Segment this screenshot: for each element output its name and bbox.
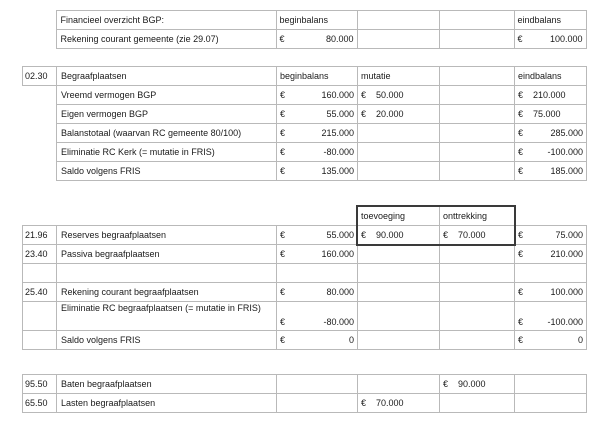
row-label: Saldo volgens FRIS bbox=[57, 331, 277, 350]
cell-end bbox=[515, 375, 587, 394]
table-row bbox=[23, 124, 587, 143]
row-label: Baten begraafplaatsen bbox=[57, 375, 277, 394]
header-toevoeging: toevoeging bbox=[358, 207, 440, 226]
cell-toevoeging bbox=[358, 394, 440, 413]
amount: -80.000 bbox=[323, 146, 354, 157]
currency-value bbox=[518, 34, 583, 45]
amount: 285.000 bbox=[550, 127, 583, 138]
cell-end bbox=[515, 283, 587, 302]
header-onttrekking: onttrekking bbox=[440, 207, 515, 226]
cell-end bbox=[515, 264, 587, 283]
cell-toevoeging bbox=[358, 302, 440, 331]
cell-mutatie bbox=[358, 124, 440, 143]
row-label: Balanstotaal (waarvan RC gemeente 80/100) bbox=[57, 124, 277, 143]
cell-end bbox=[515, 245, 587, 264]
cell-begin bbox=[277, 394, 358, 413]
currency-value bbox=[361, 398, 436, 409]
euro-sign: € bbox=[280, 127, 286, 138]
euro-sign: € bbox=[361, 89, 367, 100]
cell-mutatie bbox=[358, 143, 440, 162]
account-code: 21.96 bbox=[23, 226, 57, 245]
euro-sign: € bbox=[280, 108, 286, 119]
table-row bbox=[23, 67, 587, 86]
currency-value bbox=[280, 147, 354, 158]
account-code bbox=[23, 264, 57, 283]
currency-value bbox=[280, 109, 354, 120]
cell-begin bbox=[277, 226, 358, 245]
amount: 0 bbox=[577, 334, 583, 345]
cell-begin bbox=[277, 86, 358, 105]
amount: 0 bbox=[348, 334, 354, 345]
table-row bbox=[23, 394, 587, 413]
amount: -80.000 bbox=[323, 317, 354, 327]
table-overview-bgp bbox=[22, 10, 587, 49]
cell-end bbox=[515, 105, 587, 124]
row-label: Eliminatie RC begraafplaatsen (= mutatie in FRIS) bbox=[57, 302, 277, 331]
euro-sign: € bbox=[518, 248, 524, 259]
cell-begin bbox=[277, 105, 358, 124]
cell-mutatie bbox=[358, 105, 440, 124]
cell-onttrekking bbox=[440, 375, 515, 394]
amount: 80.000 bbox=[325, 33, 354, 44]
cell-begin bbox=[277, 331, 358, 350]
table-row bbox=[23, 264, 587, 283]
currency-value bbox=[518, 128, 583, 139]
currency-value bbox=[443, 379, 511, 390]
currency-value bbox=[518, 147, 583, 158]
table-row bbox=[23, 283, 587, 302]
amount: -100.000 bbox=[547, 317, 583, 327]
currency-value bbox=[518, 230, 583, 241]
amount: 90.000 bbox=[458, 378, 486, 389]
account-code: 25.40 bbox=[23, 283, 57, 302]
euro-sign: € bbox=[280, 146, 286, 157]
header-beginbalans: beginbalans bbox=[277, 67, 358, 86]
cell-mutatie bbox=[358, 86, 440, 105]
currency-value bbox=[280, 90, 354, 101]
euro-sign: € bbox=[361, 108, 367, 119]
currency-value bbox=[361, 109, 436, 120]
euro-sign: € bbox=[518, 146, 524, 157]
cell-toevoeging bbox=[358, 283, 440, 302]
cell-toevoeging bbox=[358, 375, 440, 394]
euro-sign: € bbox=[361, 397, 367, 408]
cell-begin bbox=[277, 283, 358, 302]
mutation-highlight-box bbox=[356, 205, 516, 246]
cell-begin bbox=[276, 30, 357, 49]
euro-sign: € bbox=[279, 33, 285, 44]
table-row bbox=[23, 143, 587, 162]
amount: 185.000 bbox=[550, 165, 583, 176]
table-row bbox=[23, 245, 587, 264]
cell-end bbox=[515, 124, 587, 143]
euro-sign: € bbox=[518, 127, 524, 138]
currency-value bbox=[280, 287, 354, 298]
row-label: Saldo volgens FRIS bbox=[57, 162, 277, 181]
currency-value bbox=[518, 287, 583, 298]
account-code: 02.30 bbox=[23, 67, 57, 86]
euro-sign: € bbox=[280, 165, 286, 176]
table-row bbox=[22, 11, 586, 30]
euro-sign: € bbox=[518, 108, 524, 119]
section-title: Begraafplaatsen bbox=[57, 67, 277, 86]
account-code bbox=[23, 331, 57, 350]
amount: 70.000 bbox=[376, 397, 404, 408]
currency-value bbox=[518, 335, 583, 346]
header-mutatie: mutatie bbox=[358, 67, 440, 86]
cell-toevoeging bbox=[358, 245, 440, 264]
euro-sign: € bbox=[280, 286, 286, 297]
euro-sign: € bbox=[443, 229, 449, 240]
table-row bbox=[23, 162, 587, 181]
currency-value bbox=[280, 128, 354, 139]
currency-value bbox=[280, 249, 354, 260]
account-code: 95.50 bbox=[23, 375, 57, 394]
account-code bbox=[23, 302, 57, 331]
cell-onttrekking bbox=[440, 245, 515, 264]
account-code: 65.50 bbox=[23, 394, 57, 413]
cell-end bbox=[515, 226, 587, 245]
euro-sign: € bbox=[518, 165, 524, 176]
currency-value bbox=[280, 317, 354, 328]
cell-end bbox=[515, 162, 587, 181]
euro-sign: € bbox=[280, 229, 286, 240]
amount: 55.000 bbox=[326, 108, 354, 119]
row-label: Rekening courant begraafplaatsen bbox=[57, 283, 277, 302]
row-label: Eliminatie RC Kerk (= mutatie in FRIS) bbox=[57, 143, 277, 162]
amount: 70.000 bbox=[458, 229, 486, 240]
cell-mutatie bbox=[358, 162, 440, 181]
amount: 210.000 bbox=[550, 248, 583, 259]
amount: 215.000 bbox=[321, 127, 354, 138]
cell-begin bbox=[277, 143, 358, 162]
cell-begin bbox=[277, 264, 358, 283]
currency-value bbox=[280, 335, 354, 346]
amount: 75.000 bbox=[533, 108, 561, 119]
cell-onttrekking bbox=[440, 331, 515, 350]
amount: 80.000 bbox=[326, 286, 354, 297]
row-label: Vreemd vermogen BGP bbox=[57, 86, 277, 105]
amount: 75.000 bbox=[555, 229, 583, 240]
cell-onttrekking bbox=[440, 302, 515, 331]
cell-begin bbox=[277, 124, 358, 143]
cell-end bbox=[514, 30, 586, 49]
table-row bbox=[23, 375, 587, 394]
currency-value bbox=[361, 90, 436, 101]
currency-value bbox=[518, 317, 583, 328]
row-label: Passiva begraafplaatsen bbox=[57, 245, 277, 264]
cell-end bbox=[515, 331, 587, 350]
header-beginbalans: beginbalans bbox=[276, 11, 357, 30]
cell-end bbox=[515, 86, 587, 105]
row-label: Rekening courant gemeente (zie 29.07) bbox=[56, 30, 276, 49]
amount: 20.000 bbox=[376, 108, 404, 119]
euro-sign: € bbox=[361, 229, 367, 240]
row-label: Reserves begraafplaatsen bbox=[57, 226, 277, 245]
header-eindbalans: eindbalans bbox=[514, 11, 586, 30]
cell-begin bbox=[277, 245, 358, 264]
currency-value bbox=[280, 230, 354, 241]
cell-end bbox=[515, 302, 587, 331]
cell-begin bbox=[277, 162, 358, 181]
amount: 100.000 bbox=[550, 286, 583, 297]
currency-value bbox=[518, 109, 583, 120]
account-code: 23.40 bbox=[23, 245, 57, 264]
euro-sign: € bbox=[518, 286, 524, 297]
cell-begin bbox=[277, 302, 358, 331]
cell-begin bbox=[277, 375, 358, 394]
currency-value bbox=[518, 249, 583, 260]
cell-end bbox=[515, 394, 587, 413]
overview-title: Financieel overzicht BGP: bbox=[56, 11, 276, 30]
cell-onttrekking bbox=[440, 394, 515, 413]
cell-onttrekking bbox=[440, 283, 515, 302]
euro-sign: € bbox=[280, 248, 286, 259]
euro-sign: € bbox=[518, 317, 524, 327]
euro-sign: € bbox=[517, 33, 523, 44]
euro-sign: € bbox=[518, 229, 524, 240]
currency-value bbox=[280, 166, 354, 177]
cell-end bbox=[515, 143, 587, 162]
table-row bbox=[23, 86, 587, 105]
cell-toevoeging bbox=[358, 264, 440, 283]
table-row bbox=[22, 30, 586, 49]
euro-sign: € bbox=[280, 89, 286, 100]
table-row bbox=[23, 302, 587, 331]
amount: 135.000 bbox=[321, 165, 354, 176]
header-eindbalans: eindbalans bbox=[515, 67, 587, 86]
euro-sign: € bbox=[518, 89, 524, 100]
row-label bbox=[57, 264, 277, 283]
cell-toevoeging bbox=[358, 331, 440, 350]
table-row bbox=[23, 331, 587, 350]
table-baten-lasten bbox=[22, 374, 587, 413]
euro-sign: € bbox=[443, 378, 449, 389]
amount: 210.000 bbox=[533, 89, 566, 100]
amount: 100.000 bbox=[549, 33, 583, 44]
table-row bbox=[23, 105, 587, 124]
euro-sign: € bbox=[280, 317, 286, 327]
currency-value bbox=[518, 90, 583, 101]
euro-sign: € bbox=[518, 334, 524, 345]
amount: 160.000 bbox=[321, 248, 354, 259]
currency-value bbox=[518, 166, 583, 177]
amount: 160.000 bbox=[321, 89, 354, 100]
amount: 55.000 bbox=[326, 229, 354, 240]
currency-value bbox=[280, 34, 354, 45]
row-label: Lasten begraafplaatsen bbox=[57, 394, 277, 413]
amount: -100.000 bbox=[547, 146, 583, 157]
row-label: Eigen vermogen BGP bbox=[57, 105, 277, 124]
table-begraafplaatsen bbox=[22, 66, 587, 181]
amount: 50.000 bbox=[376, 89, 404, 100]
cell-onttrekking bbox=[440, 264, 515, 283]
euro-sign: € bbox=[280, 334, 286, 345]
amount: 90.000 bbox=[376, 229, 404, 240]
